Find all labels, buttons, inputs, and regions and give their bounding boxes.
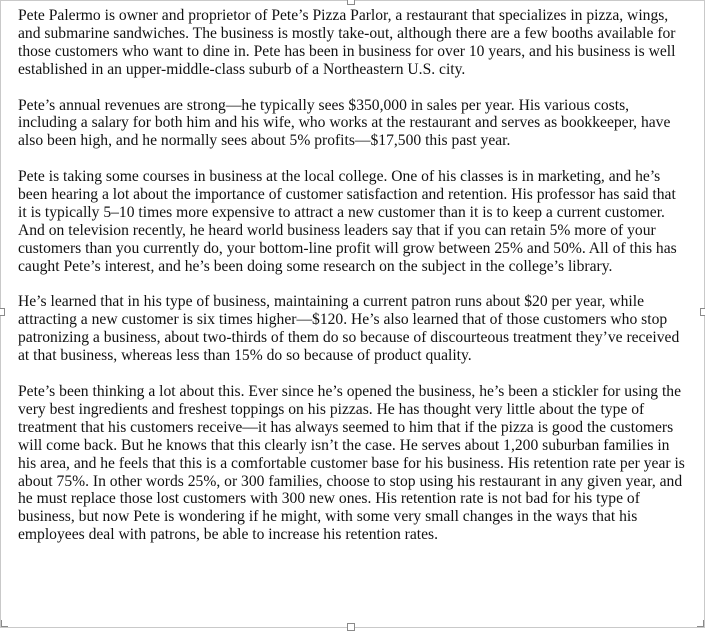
resize-handle-top[interactable] [347,0,355,5]
paragraph-intro: Pete Palermo is owner and proprietor of Pete’s Pizza Parlor, a restaurant that specializes in pizza, wings, and submarine sandwiches. The business is mostly take-out, although there are a few booths available for those customers who want to dine in. Pete has been in business for over 10 years, and his business is well established in an upper-middle-class suburb of a Northeastern U.S. city. [18,7,676,78]
paragraph-retention: Pete’s been thinking a lot about this. Ever since he’s opened the business, he’s been a stickler for using the very best ingredients and freshest toppings on his pizzas. He has thought very little about the type of treatment that his customers receive—it has always seemed to him that if the pizza is good the customers will come back. But he knows that this clearly isn’t the case. He serves about 1,200 suburban families in his area, and he feels that this is a comfortable customer base for his business. His retention rate per year is about 75%. In other words 25%, or 300 families, choose to stop using his restaurant in any given year, and he must replace those lost customers with 300 new ones. His retention rate is not bad for his type of business, but now Pete is wondering if he might, with some very small changes in the ways that his employees deal with patrons, be able to increase his retention rates. [18,382,685,544]
resize-handle-left[interactable] [0,308,5,316]
paragraph-courses: Pete is taking some courses in business at the local college. One of his classes is in marketing, and he’s been hearing a lot about the importance of customer satisfaction and retention. His professor has said that it is typically 5–10 times more expensive to attract a new customer than it is to keep a current customer. And on television recently, he heard world business leaders say that if you can retain 5% more of your customers than you currently do, your bottom-line profit will grow between 25% and 50%. All of this has caught Pete’s interest, and he’s been doing some research on the subject in the college’s library. [18,168,677,275]
paragraph-research: He’s learned that in his type of business, maintaining a current patron runs about $20 per year, while attracting a new customer is six times higher—$120. He’s also learned that of those customers who stop patronizing a business, about two-thirds of them do so because of discourteous treatment they’ve received at that business, whereas less than 15% do so because of product quality. [18,293,680,365]
document-body [18,7,688,562]
corner-mark-bottom-right [697,620,704,627]
resize-handle-bottom[interactable] [347,623,355,631]
paragraph-revenues: Pete’s annual revenues are strong—he typically sees $350,000 in sales per year. His various costs, including a salary for both him and his wife, who works at the restaurant and serves as bookkeeper, have also been high, and he normally sees about 5% profits—$17,500 this past year. [18,96,671,150]
corner-mark-bottom-left [1,620,8,627]
resize-handle-right[interactable] [700,308,705,316]
